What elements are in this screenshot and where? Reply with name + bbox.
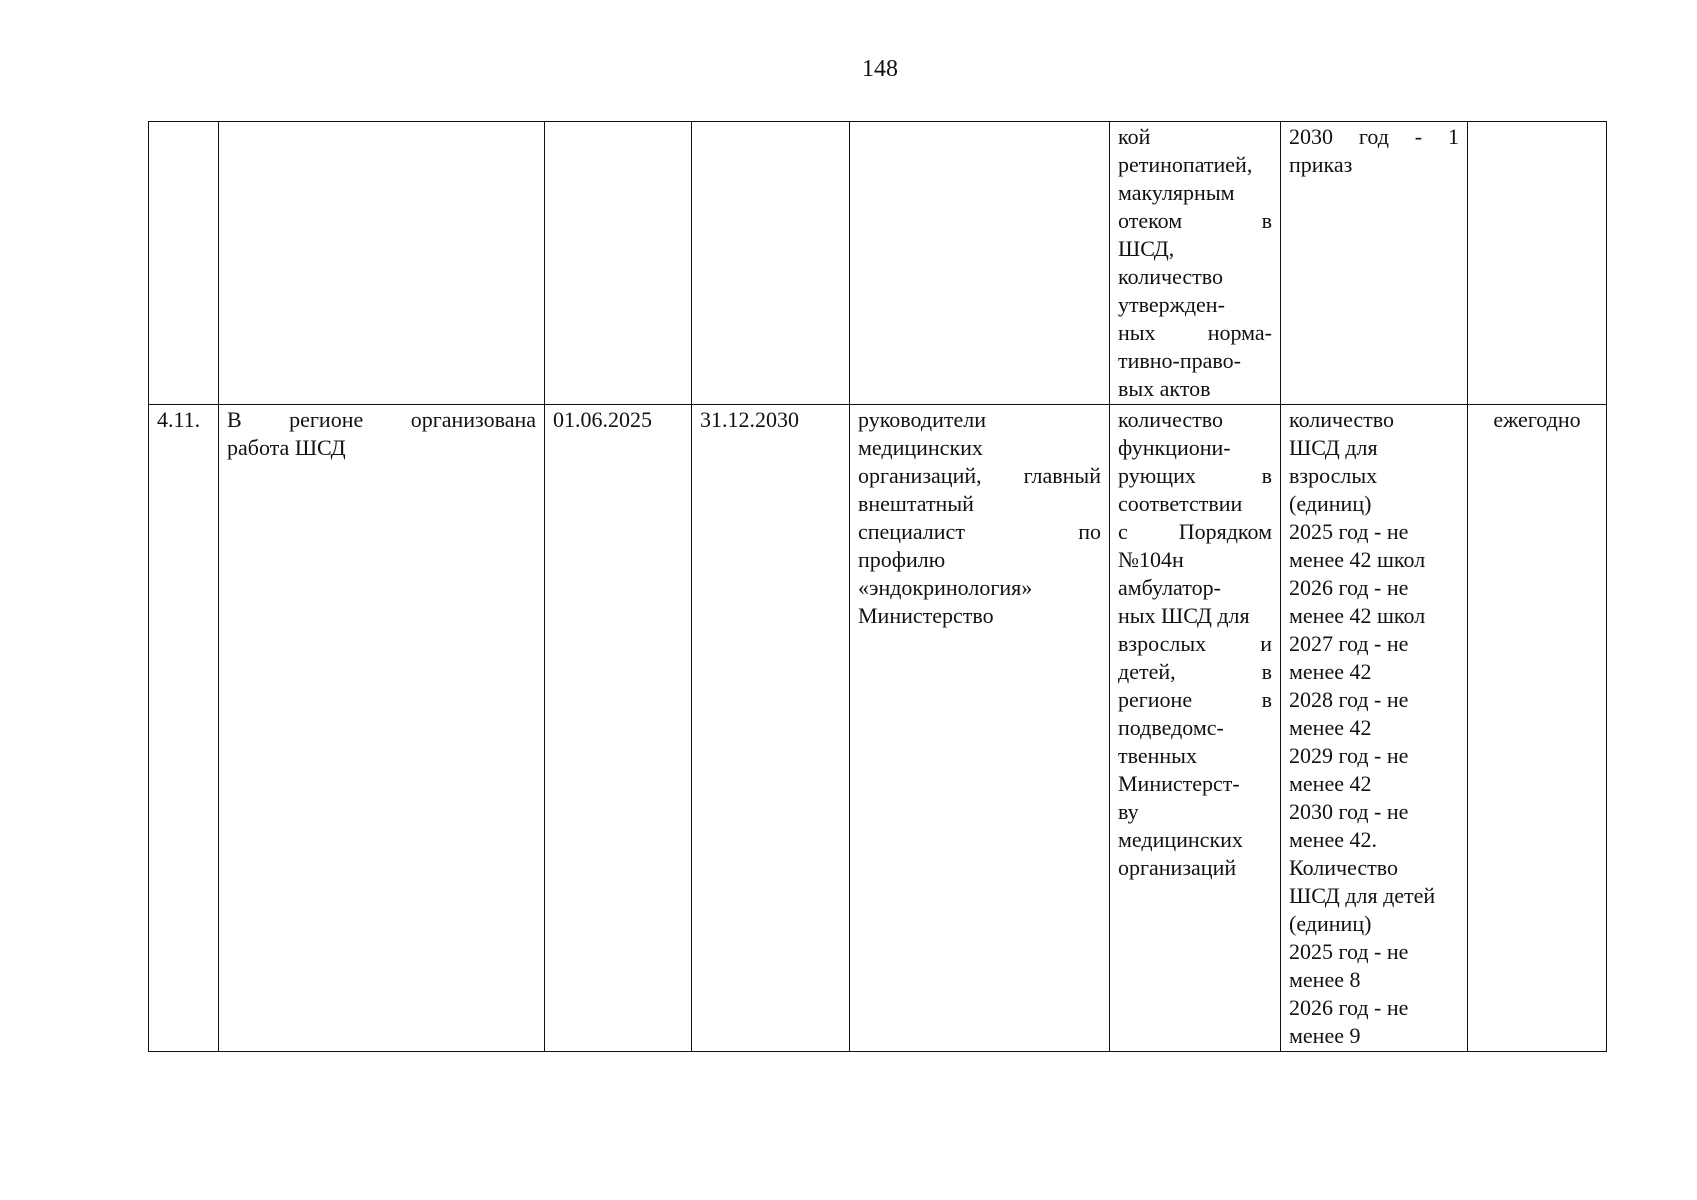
target-line: менее 42.	[1289, 827, 1377, 852]
target-line: ШСД для детей	[1289, 883, 1436, 908]
cell-period: ежегодно	[1468, 405, 1607, 1052]
indicator-line: ных ШСД для	[1118, 603, 1250, 628]
target-line: менее 42	[1289, 715, 1372, 740]
responsible-line: профилю	[858, 547, 946, 572]
indicator-line: регионе в	[1118, 687, 1272, 712]
target-line: 2026 год - не	[1289, 575, 1409, 600]
indicator-line: ретинопатией,	[1118, 152, 1253, 177]
responsible-line: внештатный	[858, 491, 974, 516]
cell-target	[1281, 405, 1468, 1052]
measures-table	[148, 121, 1607, 1052]
cell-target	[1281, 122, 1468, 405]
indicator-line: макулярным	[1118, 180, 1235, 205]
target-line: ШСД для	[1289, 435, 1378, 460]
cell-indicator	[1110, 122, 1281, 405]
target-line: менее 42	[1289, 659, 1372, 684]
event-line: В регионе организована	[227, 407, 536, 432]
cell-event	[219, 405, 545, 1052]
indicator-line: Министерст-	[1118, 771, 1240, 796]
responsible-line: специалист по	[858, 519, 1101, 544]
indicator-line: соответствии	[1118, 491, 1243, 516]
target-line: 2026 год - не	[1289, 995, 1409, 1020]
target-line: менее 42 школ	[1289, 603, 1426, 628]
cell-responsible	[850, 405, 1110, 1052]
indicator-line: кой	[1118, 124, 1151, 149]
cell-end	[692, 122, 850, 405]
target-line: (единиц)	[1289, 911, 1372, 936]
cell-start	[545, 122, 692, 405]
indicator-line: организаций	[1118, 855, 1237, 880]
indicator-line: рующих в	[1118, 463, 1272, 488]
indicator-line: медицинских	[1118, 827, 1243, 852]
responsible-line: руководители	[858, 407, 986, 432]
indicator-line: функциони-	[1118, 435, 1231, 460]
indicator-line: вых актов	[1118, 376, 1211, 401]
cell-indicator	[1110, 405, 1281, 1052]
table-row	[149, 405, 1607, 1052]
cell-event	[219, 122, 545, 405]
indicator-line: твенных	[1118, 743, 1197, 768]
indicator-line: утвержден-	[1118, 292, 1225, 317]
target-line: 2029 год - не	[1289, 743, 1409, 768]
target-line: (единиц)	[1289, 491, 1372, 516]
indicator-line: отеком в	[1118, 208, 1272, 233]
target-line: взрослых	[1289, 463, 1378, 488]
indicator-line: тивно-право-	[1118, 348, 1241, 373]
indicator-line: ШСД,	[1118, 236, 1175, 261]
cell-start: 01.06.2025	[545, 405, 692, 1052]
target-line: менее 9	[1289, 1023, 1361, 1048]
event-line: работа ШСД	[227, 435, 346, 460]
cell-end: 31.12.2030	[692, 405, 850, 1052]
cell-responsible	[850, 122, 1110, 405]
table-row	[149, 122, 1607, 405]
target-line: 2025 год - не	[1289, 519, 1409, 544]
target-line: менее 42 школ	[1289, 547, 1426, 572]
responsible-line: «эндокринология»	[858, 575, 1033, 600]
responsible-line: медицинских	[858, 435, 983, 460]
indicator-line: количество	[1118, 407, 1224, 432]
target-line: менее 42	[1289, 771, 1372, 796]
indicator-line: ву	[1118, 799, 1139, 824]
indicator-line: №104н	[1118, 547, 1184, 572]
target-line: 2030 год - не	[1289, 799, 1409, 824]
target-line: количество	[1289, 407, 1395, 432]
target-line: 2030 год - 1	[1289, 124, 1459, 149]
indicator-line: амбулатор-	[1118, 575, 1221, 600]
cell-num: 4.11.	[149, 405, 219, 1052]
target-line: менее 8	[1289, 967, 1361, 992]
cell-num	[149, 122, 219, 405]
target-line: 2025 год - не	[1289, 939, 1409, 964]
target-line: 2028 год - не	[1289, 687, 1409, 712]
page-number: 148	[862, 56, 898, 82]
indicator-line: с Порядком	[1118, 519, 1272, 544]
indicator-line: ных норма-	[1118, 320, 1272, 345]
target-line: Количество	[1289, 855, 1399, 880]
indicator-line: взрослых и	[1118, 631, 1272, 656]
indicator-line: детей, в	[1118, 659, 1272, 684]
indicator-line: количество	[1118, 264, 1224, 289]
responsible-line: Министерство	[858, 603, 994, 628]
target-line: 2027 год - не	[1289, 631, 1409, 656]
cell-period	[1468, 122, 1607, 405]
responsible-line: организаций, главный	[858, 463, 1101, 488]
target-line: приказ	[1289, 152, 1353, 177]
indicator-line: подведомс-	[1118, 715, 1224, 740]
